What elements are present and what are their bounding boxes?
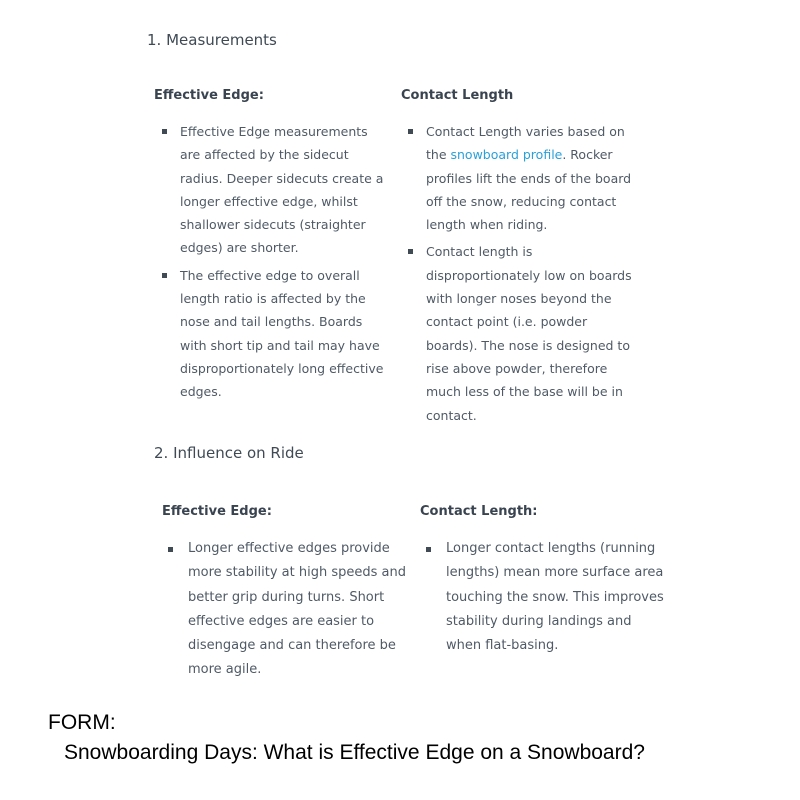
section-title-measurements: 1. Measurements	[147, 31, 277, 49]
column-heading-contact-length-ride: Contact Length:	[420, 504, 538, 519]
caption-source: Snowboarding Days: What is Effective Edge on a Snowboard?	[64, 741, 645, 764]
snowboard-profile-link[interactable]: snowboard profile	[450, 147, 563, 163]
contact-length-ride-list	[419, 537, 669, 662]
bullet-icon	[162, 129, 167, 134]
column-heading-effective-edge: Effective Edge:	[154, 88, 264, 103]
list-item: Contact Length varies based on the snowboard profile. Rocker profiles lift the ends of the board off the snow, reducing contact length when riding.	[402, 120, 640, 236]
column-heading-contact-length: Contact Length	[401, 88, 514, 103]
list-item: Longer effective edges provide more stability at high speeds and better grip during turns. Short effective edges are easier to disengage and can therefore be more agile.	[161, 537, 411, 683]
bullet-icon	[426, 547, 431, 552]
column-heading-effective-edge-ride: Effective Edge:	[162, 504, 272, 519]
bullet-icon	[408, 249, 413, 254]
effective-edge-measurements-list	[156, 120, 390, 408]
bullet-icon	[408, 129, 413, 134]
section-title-influence-on-ride: 2. Influence on Ride	[154, 444, 304, 462]
list-item: Effective Edge measurements are affected by the sidecut radius. Deeper sidecuts create a longer effective edge, whilst shallower sidecuts (straighter edges) are shorter.	[156, 120, 390, 260]
list-item: Contact length is disproportionately low on boards with longer noses beyond the contact point (i.e. powder boards). The nose is designed to rise above powder, therefore much less of the base will be in contact.	[402, 240, 640, 426]
list-item: Longer contact lengths (running lengths) mean more surface area touching the snow. This improves stability during landings and when flat-basing.	[419, 537, 669, 658]
list-item: The effective edge to overall length ratio is affected by the nose and tail lengths. Boards with short tip and tail may have disproportionately long effective edges.	[156, 264, 390, 404]
bullet-icon	[162, 273, 167, 278]
caption-label: FORM:	[48, 711, 116, 734]
contact-length-measurements-list	[402, 120, 640, 431]
bullet-icon	[168, 547, 173, 552]
effective-edge-ride-list	[161, 537, 411, 687]
